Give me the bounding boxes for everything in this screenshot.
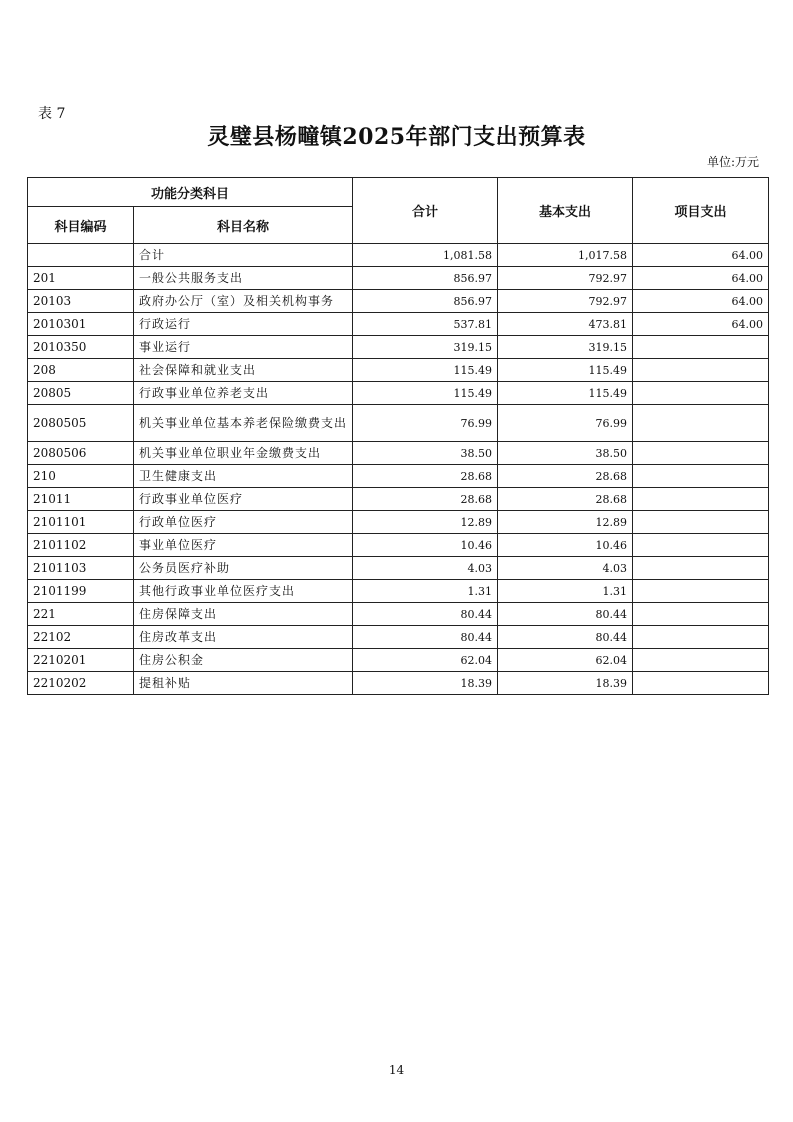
table-row — [28, 244, 769, 267]
project-amount: 64.00 — [633, 244, 769, 267]
subject-code: 221 — [28, 603, 134, 626]
table-row — [28, 672, 769, 695]
basic-amount: 10.46 — [498, 534, 633, 557]
total-amount: 537.81 — [353, 313, 498, 336]
subject-name: 社会保障和就业支出 — [134, 359, 353, 382]
basic-amount: 792.97 — [498, 267, 633, 290]
header-project-expenditure: 项目支出 — [633, 178, 769, 244]
table-row — [28, 603, 769, 626]
subject-name: 机关事业单位基本养老保险缴费支出 — [134, 405, 353, 442]
subject-name: 政府办公厅（室）及相关机构事务 — [134, 290, 353, 313]
basic-amount: 792.97 — [498, 290, 633, 313]
subject-code: 2101101 — [28, 511, 134, 534]
subject-name: 合计 — [134, 244, 353, 267]
project-amount — [633, 603, 769, 626]
total-amount: 4.03 — [353, 557, 498, 580]
header-subject-code: 科目编码 — [28, 207, 134, 244]
page-title: 灵璧县杨疃镇2025年部门支出预算表 — [207, 124, 586, 150]
subject-code: 2210202 — [28, 672, 134, 695]
subject-name: 行政运行 — [134, 313, 353, 336]
total-amount: 115.49 — [353, 359, 498, 382]
subject-name: 行政事业单位医疗 — [134, 488, 353, 511]
subject-code: 210 — [28, 465, 134, 488]
total-amount: 1.31 — [353, 580, 498, 603]
subject-name: 事业单位医疗 — [134, 534, 353, 557]
total-amount: 115.49 — [353, 382, 498, 405]
project-amount — [633, 336, 769, 359]
project-amount — [633, 465, 769, 488]
project-amount — [633, 405, 769, 442]
table-row — [28, 267, 769, 290]
basic-amount: 12.89 — [498, 511, 633, 534]
total-amount: 80.44 — [353, 603, 498, 626]
table-row — [28, 649, 769, 672]
table-row — [28, 511, 769, 534]
project-amount — [633, 557, 769, 580]
subject-code: 2080505 — [28, 405, 134, 442]
table-row — [28, 442, 769, 465]
table-row — [28, 488, 769, 511]
total-amount: 76.99 — [353, 405, 498, 442]
table-body — [28, 244, 769, 695]
subject-name: 提租补贴 — [134, 672, 353, 695]
subject-code: 2080506 — [28, 442, 134, 465]
total-amount: 319.15 — [353, 336, 498, 359]
basic-amount: 28.68 — [498, 488, 633, 511]
basic-amount: 1.31 — [498, 580, 633, 603]
subject-code: 2101102 — [28, 534, 134, 557]
header-total: 合计 — [353, 178, 498, 244]
subject-code: 20103 — [28, 290, 134, 313]
header-subject-name: 科目名称 — [134, 207, 353, 244]
project-amount: 64.00 — [633, 290, 769, 313]
subject-name: 其他行政事业单位医疗支出 — [134, 580, 353, 603]
basic-amount: 1,017.58 — [498, 244, 633, 267]
table-row — [28, 290, 769, 313]
subject-code: 2101103 — [28, 557, 134, 580]
table-row — [28, 465, 769, 488]
budget-table — [27, 177, 769, 695]
total-amount: 856.97 — [353, 290, 498, 313]
subject-code: 2210201 — [28, 649, 134, 672]
subject-name: 行政单位医疗 — [134, 511, 353, 534]
total-amount: 38.50 — [353, 442, 498, 465]
subject-name: 事业运行 — [134, 336, 353, 359]
project-amount: 64.00 — [633, 267, 769, 290]
total-amount: 80.44 — [353, 626, 498, 649]
subject-code: 22102 — [28, 626, 134, 649]
table-row — [28, 626, 769, 649]
subject-name: 机关事业单位职业年金缴费支出 — [134, 442, 353, 465]
project-amount — [633, 359, 769, 382]
table-row — [28, 313, 769, 336]
basic-amount: 115.49 — [498, 359, 633, 382]
basic-amount: 62.04 — [498, 649, 633, 672]
project-amount — [633, 442, 769, 465]
subject-name: 住房改革支出 — [134, 626, 353, 649]
subject-name: 行政事业单位养老支出 — [134, 382, 353, 405]
subject-name: 公务员医疗补助 — [134, 557, 353, 580]
table-row — [28, 580, 769, 603]
subject-code: 2010350 — [28, 336, 134, 359]
basic-amount: 473.81 — [498, 313, 633, 336]
header-function-category: 功能分类科目 — [28, 178, 353, 207]
basic-amount: 18.39 — [498, 672, 633, 695]
table-label: 表 7 — [38, 106, 66, 122]
table-row — [28, 336, 769, 359]
subject-code: 2101199 — [28, 580, 134, 603]
total-amount: 856.97 — [353, 267, 498, 290]
subject-code: 21011 — [28, 488, 134, 511]
total-amount: 62.04 — [353, 649, 498, 672]
table-row — [28, 382, 769, 405]
total-amount: 18.39 — [353, 672, 498, 695]
subject-name: 一般公共服务支出 — [134, 267, 353, 290]
project-amount — [633, 534, 769, 557]
project-amount: 64.00 — [633, 313, 769, 336]
table-row — [28, 359, 769, 382]
table-row — [28, 557, 769, 580]
basic-amount: 76.99 — [498, 405, 633, 442]
basic-amount: 319.15 — [498, 336, 633, 359]
total-amount: 1,081.58 — [353, 244, 498, 267]
project-amount — [633, 672, 769, 695]
total-amount: 10.46 — [353, 534, 498, 557]
project-amount — [633, 382, 769, 405]
project-amount — [633, 649, 769, 672]
total-amount: 28.68 — [353, 488, 498, 511]
basic-amount: 28.68 — [498, 465, 633, 488]
basic-amount: 115.49 — [498, 382, 633, 405]
subject-code: 208 — [28, 359, 134, 382]
basic-amount: 4.03 — [498, 557, 633, 580]
header-basic-expenditure: 基本支出 — [498, 178, 633, 244]
project-amount — [633, 488, 769, 511]
subject-code: 201 — [28, 267, 134, 290]
project-amount — [633, 626, 769, 649]
page-number: 14 — [388, 1063, 405, 1077]
basic-amount: 80.44 — [498, 626, 633, 649]
basic-amount: 80.44 — [498, 603, 633, 626]
table-row — [28, 534, 769, 557]
project-amount — [633, 580, 769, 603]
subject-name: 住房公积金 — [134, 649, 353, 672]
subject-code: 2010301 — [28, 313, 134, 336]
project-amount — [633, 511, 769, 534]
table-row — [28, 405, 769, 442]
subject-code: 20805 — [28, 382, 134, 405]
total-amount: 12.89 — [353, 511, 498, 534]
subject-name: 住房保障支出 — [134, 603, 353, 626]
subject-code — [28, 244, 134, 267]
unit-label: 单位:万元 — [706, 155, 759, 169]
subject-name: 卫生健康支出 — [134, 465, 353, 488]
total-amount: 28.68 — [353, 465, 498, 488]
basic-amount: 38.50 — [498, 442, 633, 465]
